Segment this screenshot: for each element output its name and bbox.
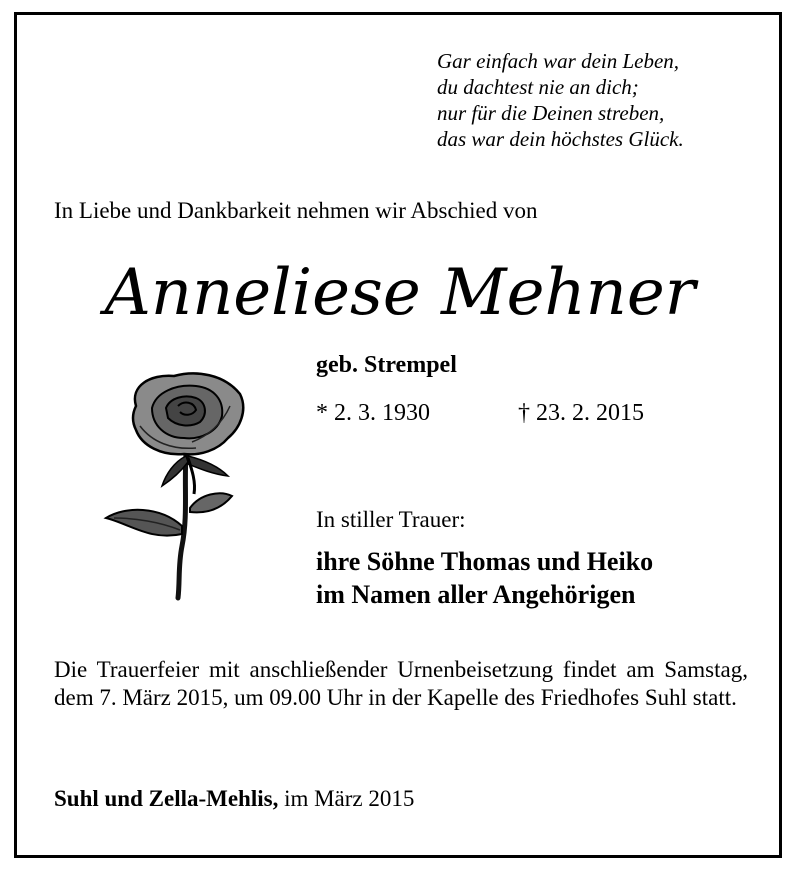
- rose-icon: [100, 366, 260, 606]
- poem: [437, 48, 684, 152]
- mourners-line: im Namen aller Angehörigen: [316, 580, 636, 609]
- poem-line: Gar einfach war dein Leben,: [437, 49, 680, 73]
- mourners-label: In stiller Trauer:: [316, 507, 466, 532]
- birth-date: * 2. 3. 1930: [316, 400, 430, 426]
- poem-line: nur für die Deinen streben,: [437, 101, 665, 125]
- poem-line: das war dein höchstes Glück.: [437, 127, 684, 151]
- deceased-name: Anneliese Mehner: [104, 256, 696, 330]
- funeral-info: Die Trauerfeier mit anschließender Urnenbeisetzung findet am Samstag, dem 7. März 2015, um 09.00 Uhr in der Kapelle des Friedhofes Suhl statt.: [54, 657, 748, 710]
- intro-text: In Liebe und Dankbarkeit nehmen wir Abschied von: [54, 198, 538, 223]
- mourners-list: [316, 545, 653, 611]
- mourners-line: ihre Söhne Thomas und Heiko: [316, 547, 654, 576]
- date-text: im März 2015: [278, 786, 415, 811]
- place-name: Suhl und Zella-Mehlis,: [54, 786, 279, 811]
- maiden-name: geb. Strempel: [316, 352, 457, 378]
- place-date: [54, 786, 414, 812]
- poem-line: du dachtest nie an dich;: [437, 75, 639, 99]
- death-date: † 23. 2. 2015: [518, 400, 644, 426]
